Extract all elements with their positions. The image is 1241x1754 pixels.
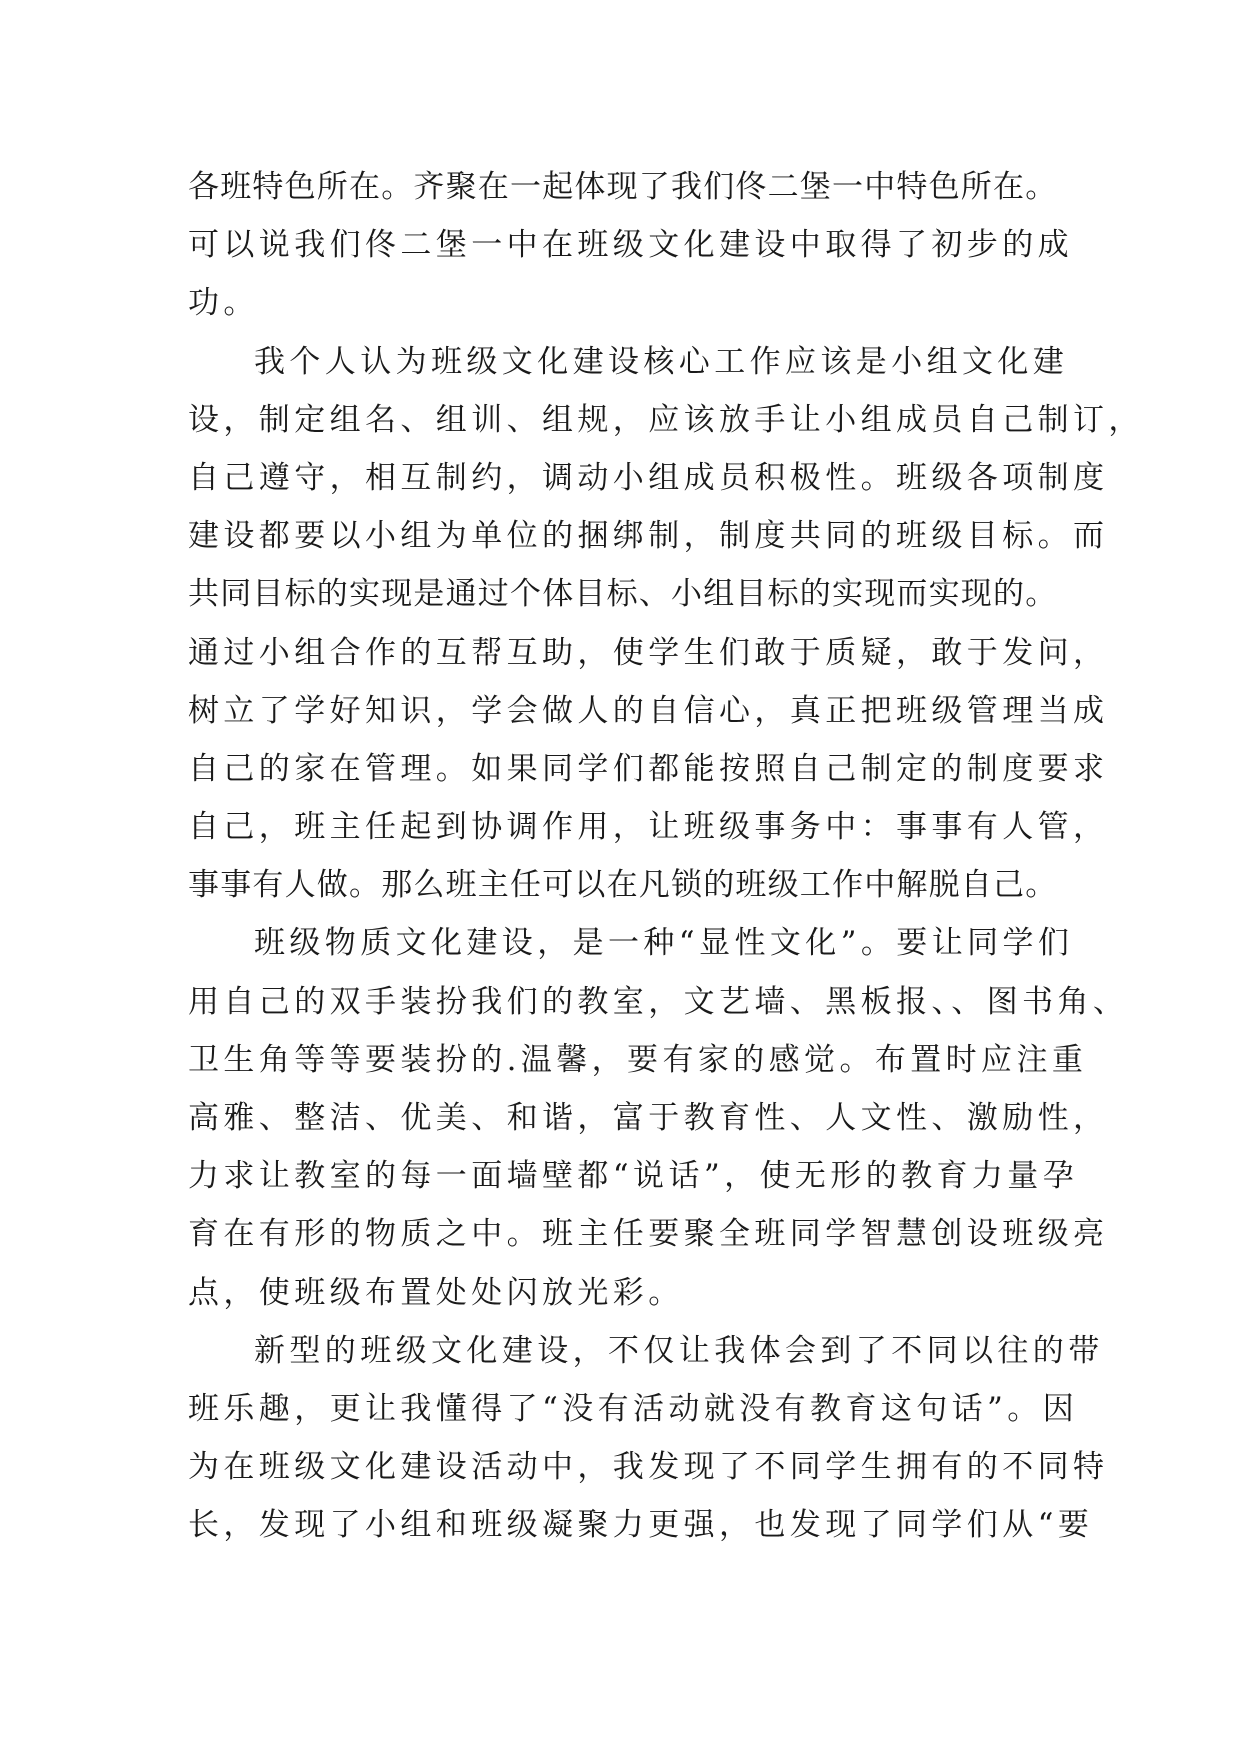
text-line: 点，使班级布置处处闪放光彩。 [188, 1274, 684, 1311]
text-line: 通过小组合作的互帮互助，使学生们敢于质疑，敢于发问， [188, 634, 1109, 671]
text-line: 育在有形的物质之中。班主任要聚全班同学智慧创设班级亮 [188, 1216, 1109, 1253]
text-line: 建设都要以小组为单位的捆绑制，制度共同的班级目标。而 [188, 518, 1109, 555]
text-line: 树立了学好知识，学会做人的自信心，真正把班级管理当成 [188, 692, 1109, 729]
text-line: 自己遵守，相互制约，调动小组成员积极性。班级各项制度 [188, 459, 1109, 496]
text-line: 共同目标的实现是通过个体目标、小组目标的实现而实现的。 [188, 576, 1058, 613]
text-line: 事事有人做。那么班主任可以在凡锁的班级工作中解脱自己。 [188, 867, 1058, 904]
text-line: 可以说我们佟二堡一中在班级文化建设中取得了初步的成 [188, 227, 1073, 264]
text-line: 设，制定组名、组训、组规，应该放手让小组成员自己制订， [188, 401, 1144, 438]
paragraph-first-line: 我个人认为班级文化建设核心工作应该是小组文化建 [254, 343, 1069, 380]
text-line: 各班特色所在。齐聚在一起体现了我们佟二堡一中特色所在。 [188, 169, 1058, 205]
text-line: 卫生角等等要装扮的.温馨，要有家的感觉。布置时应注重 [188, 1041, 1088, 1078]
paragraph-first-line: 新型的班级文化建设，不仅让我体会到了不同以往的带 [254, 1332, 1104, 1369]
text-line: 长，发现了小组和班级凝聚力更强，也发现了同学们从“要 [188, 1507, 1094, 1544]
text-line: 自己，班主任起到协调作用，让班级事务中：事事有人管， [188, 809, 1109, 846]
text-line: 用自己的双手装扮我们的教室，文艺墙、黑板报、、图书角、 [188, 983, 1129, 1020]
text-line: 自己的家在管理。如果同学们都能按照自己制定的制度要求 [188, 750, 1109, 787]
text-line: 力求让教室的每一面墙壁都“说话”，使无形的教育力量孕 [188, 1158, 1079, 1195]
paragraph-first-line: 班级物质文化建设，是一种“显性文化”。要让同学们 [254, 925, 1074, 962]
text-line: 高雅、整洁、优美、和谐，富于教育性、人文性、激励性， [188, 1100, 1109, 1136]
body-text [188, 158, 1144, 1555]
text-line: 班乐趣，更让我懂得了“没有活动就没有教育这句话”。因 [188, 1390, 1079, 1427]
text-line: 功。 [188, 285, 259, 322]
text-line: 为在班级文化建设活动中，我发现了不同学生拥有的不同特 [188, 1449, 1109, 1486]
